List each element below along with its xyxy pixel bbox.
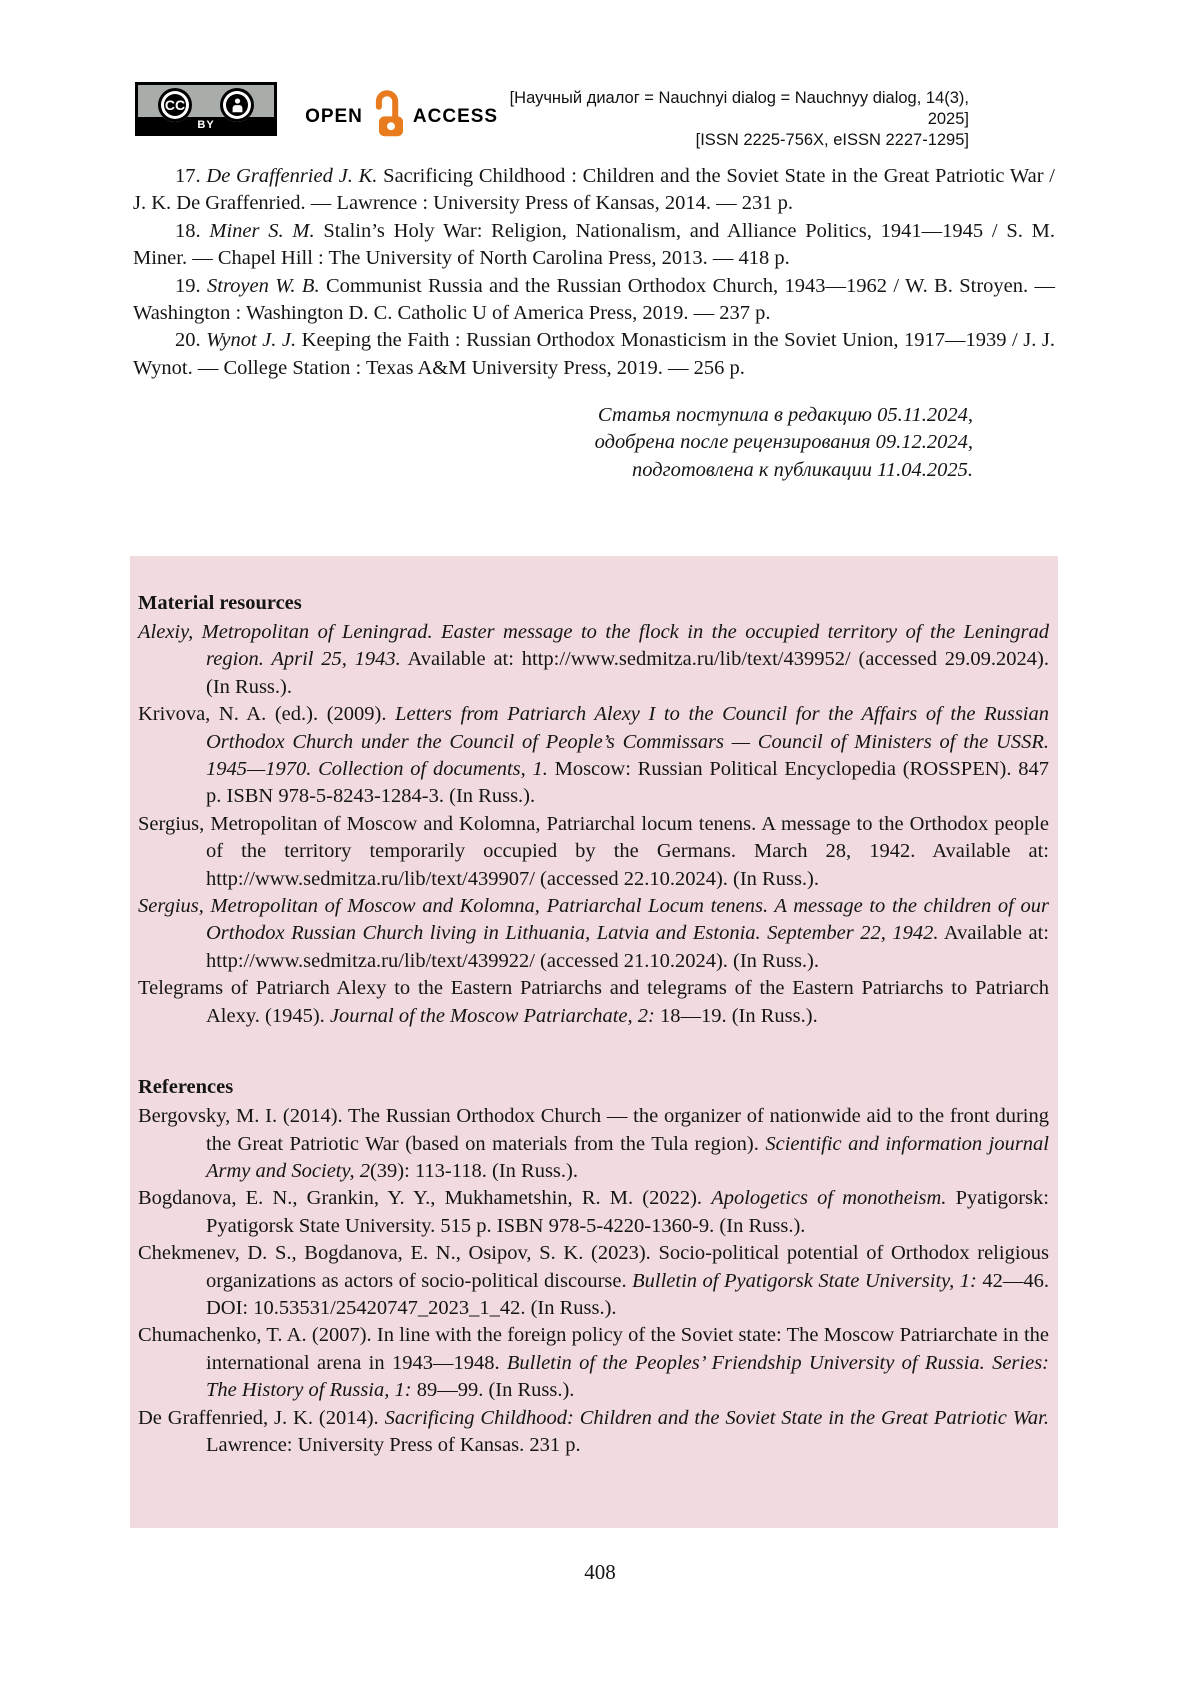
journal-citation-line: [Научный диалог = Nauchnyi dialog = Nauchnyy dialog, 14(3), 2025]	[509, 89, 969, 128]
numbered-bibliography	[133, 163, 1055, 382]
reference-entry: Sergius, Metropolitan of Moscow and Kolomna, Patriarchal locum tenens. A message to the Orthodox people of the territory temporarily occupied by the Germans. March 28, 1942. Available at: http://www.sedmitza.ru/lib/text/439907/ (accessed 22.10.2024). (In Russ.).	[138, 812, 1049, 890]
reference-entry: Bergovsky, M. I. (2014). The Russian Orthodox Church — the organizer of nationwide aid to the front during the Great Patriotic War (based on materials from the Tula region). Scientific and information journal Army and Society, 2(39): 113-118. (In Russ.).	[138, 1105, 1049, 1182]
cc-by-badge	[135, 82, 277, 136]
issn-line: [ISSN 2225-756X, eISSN 2227-1295]	[695, 131, 969, 149]
submission-date-line: подготовлена к публикации 11.04.2025.	[631, 458, 973, 481]
person-icon	[220, 88, 254, 122]
reference-entry: Telegrams of Patriarch Alexy to the Eastern Patriarchs and telegrams of the Eastern Patriarchs to Patriarch Alexy. (1945). Journal of the Moscow Patriarchate, 2: 18—19. (In Russ.).	[138, 977, 1049, 1027]
reference-entry: Sergius, Metropolitan of Moscow and Kolomna, Patriarchal Locum tenens. A message to the children of our Orthodox Russian Church living in Lithuania, Latvia and Estonia. September 22, 1942. Available at: http://www.sedmitza.ru/lib/text/439922/ (accessed 21.10.2024). (In Russ.).	[138, 895, 1050, 972]
page-header	[135, 82, 1055, 151]
reference-entry: Bogdanova, E. N., Grankin, Y. Y., Mukhametshin, R. M. (2022). Apologetics of monotheism. Pyatigorsk: Pyatigorsk State University. 515 p. ISBN 978-5-4220-1360-9. (In Russ.).	[138, 1187, 1049, 1237]
journal-citation	[498, 88, 1055, 151]
page-number: 408	[584, 1560, 616, 1584]
reference-entry: Chekmenev, D. S., Bogdanova, E. N., Osipov, S. K. (2023). Socio-political potential of Orthodox religious organizations as actors of socio-political discourse. Bulletin of Pyatigorsk State University, 1: 42—46. DOI: 10.53531/25420747_2023_1_42. (In Russ.).	[138, 1242, 1050, 1319]
submission-date-line: одобрена после рецензирования 09.12.2024,	[594, 431, 973, 454]
submission-dates	[133, 402, 1055, 484]
sources-panel	[130, 556, 1058, 1528]
bibliography-item: 17. De Graffenried J. K. Sacrificing Childhood : Children and the Soviet State in the Great Patriotic War / J. K. De Graffenried. — Lawrence : University Press of Kansas, 2014. — 231 p.	[133, 165, 1055, 215]
open-access-open-label: OPEN	[305, 106, 363, 127]
open-lock-icon	[370, 88, 406, 146]
reference-entry: Alexiy, Metropolitan of Leningrad. Easter message to the flock in the occupied territory of the Leningrad region. April 25, 1943. Available at: http://www.sedmitza.ru/lib/text/439952/ (accessed 29.09.2024). (In Russ.).	[138, 621, 1049, 698]
cc-icon-label: CC	[164, 97, 186, 113]
bibliography-item: 19. Stroyen W. B. Communist Russia and the Russian Orthodox Church, 1943—1962 / W. B. Stroyen. — Washington : Washington D. C. Catholic U of America Press, 2019. — 237 p.	[133, 274, 1056, 325]
reference-entry: Krivova, N. A. (ed.). (2009). Letters from Patriarch Alexy I to the Council for the Affairs of the Russian Orthodox Church under the Council of People’s Commissars — Council of Ministers of the USSR. 1945—1970. Collection of documents, 1. Moscow: Russian Political Encyclopedia (ROSSPEN). 847 p. ISBN 978-5-8243-1284-3. (In Russ.).	[138, 703, 1049, 808]
bibliography-item: 20. Wynot J. J. Keeping the Faith : Russian Orthodox Monasticism in the Soviet Union, 1917—1939 / J. J. Wynot. — College Station : Texas A&M University Press, 2019. — 256 p.	[133, 329, 1055, 379]
references-heading: References	[138, 1076, 234, 1099]
cc-icon	[158, 88, 192, 122]
reference-entry: Chumachenko, T. A. (2007). In line with the foreign policy of the Soviet state: The Moscow Patriarchate in the international arena in 1943—1948. Bulletin of the Peoples’ Friendship University of Russia. Series: The History of Russia, 1: 89—99. (In Russ.).	[138, 1324, 1049, 1402]
bibliography-item: 18. Miner S. M. Stalin’s Holy War: Religion, Nationalism, and Alliance Politics, 1941—1945 / S. M. Miner. — Chapel Hill : The University of North Carolina Press, 2013. — 418 p.	[133, 219, 1055, 270]
material-resources-heading: Material resources	[138, 592, 302, 614]
cc-by-label: BY	[138, 117, 274, 133]
open-access-logo	[305, 88, 498, 146]
submission-date-line: Статья поступила в редакцию 05.11.2024,	[597, 404, 973, 426]
open-access-access-label: ACCESS	[412, 106, 499, 127]
reference-entry: De Graffenried, J. K. (2014). Sacrificing Childhood: Children and the Soviet State in the Great Patriotic War. Lawrence: University Press of Kansas. 231 p.	[138, 1406, 1049, 1456]
